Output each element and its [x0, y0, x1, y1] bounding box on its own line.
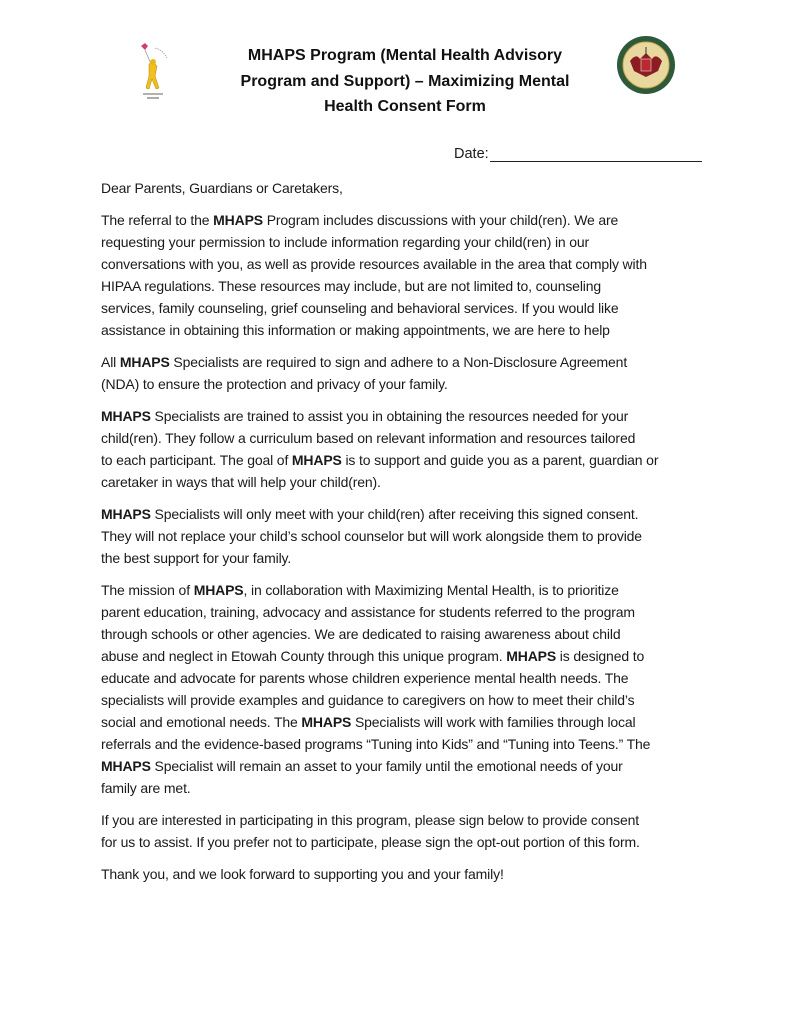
text-segment: The mission of: [101, 582, 194, 598]
bold-program-name: MHAPS: [213, 212, 263, 228]
paragraph-line: [101, 777, 721, 799]
title-line: Health Consent Form: [324, 98, 486, 115]
date-field[interactable]: [454, 146, 702, 162]
paragraph-line: [101, 297, 721, 319]
letter-paragraph: [101, 405, 721, 493]
text-segment: caretaker in ways that will help your child(ren).: [101, 474, 381, 490]
text-segment: requesting your permission to include information regarding your child(ren) in our: [101, 234, 590, 250]
bold-program-name: MHAPS: [301, 714, 352, 730]
text-segment: educate and advocate for parents whose children experience mental health needs. The: [101, 670, 629, 686]
bold-program-name: MHAPS: [101, 758, 151, 774]
text-segment: specialists will provide examples and guidance to caregivers on how to meet their child’s: [101, 692, 635, 708]
paragraph-line: [101, 351, 721, 373]
letter-paragraph: [101, 579, 721, 799]
text-segment: is to support and guide you as a parent, guardian or: [341, 452, 659, 468]
paragraph-line: [101, 319, 721, 341]
text-segment: for us to assist. If you prefer not to participate, please sign the opt-out portion of this form.: [101, 834, 640, 850]
letter-paragraph: [101, 351, 721, 395]
text-segment: Specialists are trained to assist you in obtaining the resources needed for your: [150, 408, 629, 424]
bold-program-name: MHAPS: [101, 408, 151, 424]
text-segment: to each participant. The goal of: [101, 452, 292, 468]
text-segment: They will not replace your child’s school counselor but will work alongside them to provide: [101, 528, 642, 544]
text-segment: Specialists will work with families through local: [351, 714, 636, 730]
text-segment: Program includes discussions with your child(ren). We are: [262, 212, 619, 228]
paragraph-line: [101, 209, 721, 231]
text-segment: Specialists will only meet with your child(ren) after receiving this signed consent.: [150, 506, 639, 522]
text-segment: Specialists are required to sign and adhere to a Non-Disclosure Agreement: [169, 354, 628, 370]
paragraph-line: [101, 373, 721, 395]
letter-paragraph: [101, 503, 721, 569]
text-segment: the best support for your family.: [101, 550, 292, 566]
text-segment: is designed to: [556, 648, 645, 664]
paragraph-line: [101, 733, 721, 755]
paragraph-line: [101, 711, 721, 733]
text-segment: Thank you, and we look forward to supporting you and your family!: [101, 866, 504, 882]
text-segment: , in collaboration with Maximizing Mental Health, is to prioritize: [243, 582, 619, 598]
paragraph-line: [101, 449, 721, 471]
program-logo: [133, 42, 173, 104]
paragraph-line: [101, 809, 721, 831]
letter-paragraph: [101, 863, 721, 885]
paragraph-line: [101, 645, 721, 667]
paragraph-line: [101, 405, 721, 427]
title-line: MHAPS Program (Mental Health Advisory: [247, 47, 563, 64]
paragraph-line: [101, 863, 721, 885]
text-segment: assistance in obtaining this information or making appointments, we are here to help: [101, 322, 610, 338]
paragraph-line: [101, 579, 721, 601]
text-segment: social and emotional needs. The: [101, 714, 302, 730]
bold-program-name: MHAPS: [119, 354, 170, 370]
text-segment: If you are interested in participating in this program, please sign below to provide consent: [101, 812, 639, 828]
text-segment: services, family counseling, grief counseling and behavioral services. If you would like: [101, 300, 619, 316]
paragraph-line: [101, 253, 721, 275]
salutation: Dear Parents, Guardians or Caretakers,: [101, 180, 343, 196]
paragraph-line: [101, 427, 721, 449]
bold-program-name: MHAPS: [291, 452, 342, 468]
letter-paragraph: [101, 809, 721, 853]
paragraph-line: [101, 689, 721, 711]
date-input-line[interactable]: [490, 147, 702, 162]
bold-program-name: MHAPS: [506, 648, 557, 664]
title-line: Program and Support) – Maximizing Mental: [240, 72, 570, 90]
paragraph-line: [101, 667, 721, 689]
paragraph-line: [101, 503, 721, 525]
text-segment: The referral to the: [101, 212, 214, 228]
paragraph-line: [101, 275, 721, 297]
paragraph-line: [101, 471, 721, 493]
paragraph-line: [101, 831, 721, 853]
text-segment: HIPAA regulations. These resources may include, but are not limited to, counseling: [101, 278, 602, 294]
text-segment: child(ren). They follow a curriculum based on relevant information and resources tailored: [101, 430, 636, 446]
paragraph-line: [101, 601, 721, 623]
paragraph-line: [101, 547, 721, 569]
paragraph-line: [101, 231, 721, 253]
text-segment: (NDA) to ensure the protection and privacy of your family.: [101, 376, 448, 392]
text-segment: abuse and neglect in Etowah County through this unique program.: [101, 648, 507, 664]
paragraph-line: [101, 623, 721, 645]
text-segment: Specialist will remain an asset to your family until the emotional needs of your: [150, 758, 623, 774]
text-segment: through schools or other agencies. We are dedicated to raising awareness about child: [101, 626, 621, 642]
date-label: Date:: [454, 146, 489, 162]
text-segment: All: [101, 354, 120, 370]
text-segment: family are met.: [101, 780, 191, 796]
paragraph-line: [101, 755, 721, 777]
text-segment: parent education, training, advocacy and assistance for students referred to the program: [101, 604, 635, 620]
paragraph-line: [101, 525, 721, 547]
bold-program-name: MHAPS: [193, 582, 244, 598]
form-title: [200, 43, 610, 120]
text-segment: conversations with you, as well as provide resources available in the area that comply with: [101, 256, 647, 272]
county-seal: [616, 35, 676, 95]
text-segment: referrals and the evidence-based programs “Tuning into Kids” and “Tuning into Teens.” The: [101, 736, 651, 752]
letter-body: [101, 177, 721, 895]
letter-paragraph: [101, 209, 721, 341]
bold-program-name: MHAPS: [101, 506, 151, 522]
